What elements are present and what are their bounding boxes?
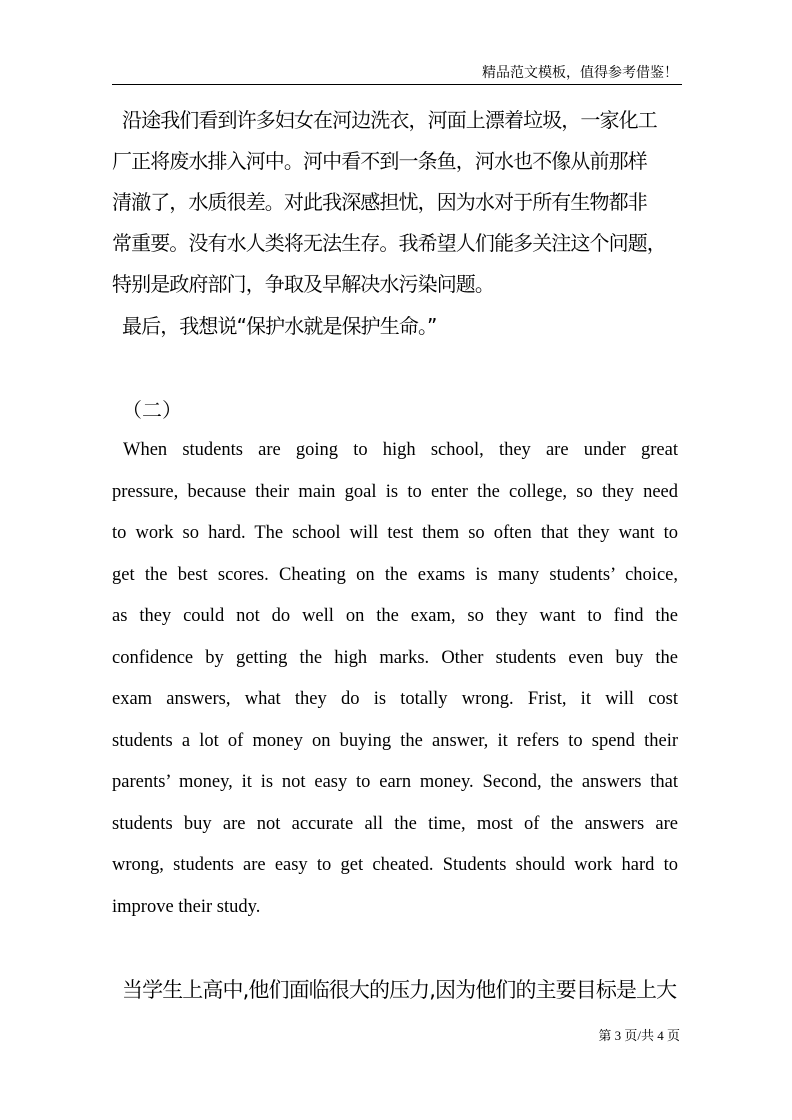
en-paragraph-line: to work so hard. The school will test them so often that they want to	[112, 523, 678, 543]
section-title: （二）	[122, 398, 182, 422]
en-paragraph-line: as they could not do well on the exam, so they want to find the	[112, 606, 678, 626]
cn-translation-line: 当学生上高中,他们面临很大的压力,因为他们的主要目标是上大	[122, 978, 677, 1002]
en-paragraph-line: parents’ money, it is not easy to earn money. Second, the answers that	[112, 772, 678, 792]
page-header	[112, 60, 682, 85]
header-text: 精品范文模板，值得参考借鉴！	[482, 65, 678, 81]
en-paragraph-line: pressure, because their main goal is to enter the college, so they need	[112, 482, 678, 502]
cn-paragraph-line: 清澈了，水质很差。对此我深感担忧，因为水对于所有生物都非	[112, 190, 647, 214]
cn-paragraph-line: 特别是政府部门，争取及早解决水污染问题。	[112, 272, 494, 296]
page-number: 第 3 页/共 4 页	[598, 1028, 680, 1043]
en-paragraph-line: improve their study.	[112, 897, 261, 917]
en-paragraph-line: exam answers, what they do is totally wrong. Frist, it will cost	[112, 689, 678, 709]
en-paragraph-line: get the best scores. Cheating on the exams is many students’ choice,	[112, 565, 678, 585]
en-paragraph-line: confidence by getting the high marks. Other students even buy the	[112, 648, 678, 668]
cn-paragraph-line: 沿途我们看到许多妇女在河边洗衣，河面上漂着垃圾，一家化工	[122, 108, 657, 132]
cn-closing-line: 最后，我想说“保护水就是保护生命。”	[122, 314, 437, 338]
en-paragraph-line: students buy are not accurate all the time, most of the answers are	[112, 814, 678, 834]
en-paragraph-line: wrong, students are easy to get cheated. Students should work hard to	[112, 855, 678, 875]
en-paragraph-line: When students are going to high school, they are under great	[123, 440, 678, 460]
cn-paragraph-line: 厂正将废水排入河中。河中看不到一条鱼，河水也不像从前那样	[112, 149, 647, 173]
cn-paragraph-line: 常重要。没有水人类将无法生存。我希望人们能多关注这个问题，	[112, 231, 666, 255]
en-paragraph-line: students a lot of money on buying the answer, it refers to spend their	[112, 731, 678, 751]
